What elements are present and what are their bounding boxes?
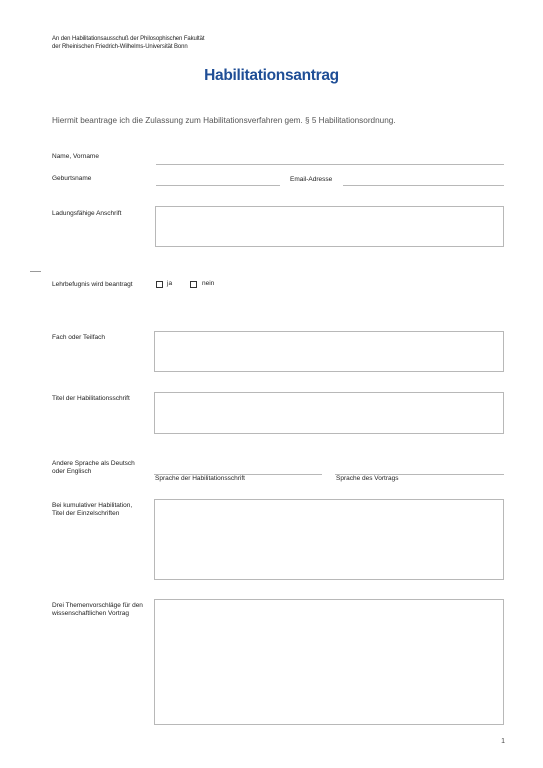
name-field[interactable] [156,164,504,165]
kumulativ-label-line-1: Bei kumulativer Habilitation, [52,502,133,509]
intro-text: Hiermit beantrage ich die Zulassung zum Habilitationsverfahren gem. § 5 Habilitationsordnung. [52,116,396,125]
themen-field[interactable] [154,599,504,725]
addressee-line-1: An den Habilitationsausschuß der Philosophischen Fakultät [52,36,205,42]
titel-field[interactable] [154,392,504,434]
fach-field[interactable] [154,331,504,372]
option-nein-label: nein [202,280,215,287]
birthname-label: Geburtsname [52,175,92,182]
email-field[interactable] [343,185,504,186]
kumulativ-label-line-2: Titel der Einzelschriften [52,510,120,517]
address-field[interactable] [155,206,504,247]
addressee-line-2: der Rheinischen Friedrich-Wilhelms-Universität Bonn [52,44,188,50]
themen-label-line-1: Drei Themenvorschläge für den [52,602,143,609]
titel-label: Titel der Habilitationsschrift [52,395,130,402]
email-label: Email-Adresse [290,176,333,183]
kumulativ-field[interactable] [154,499,504,580]
fach-label: Fach oder Teilfach [52,334,105,341]
themen-label-line-2: wissenschaftlichen Vortrag [52,610,129,617]
page-number: 1 [501,738,505,745]
option-ja-label: ja [167,280,173,287]
name-label: Name, Vorname [52,153,99,160]
address-label: Ladungsfähige Anschrift [52,210,122,217]
checkbox-ja[interactable] [156,281,163,288]
page-title: Habilitationsantrag [204,67,339,84]
sprache-label-line-2: oder Englisch [52,468,92,475]
checkbox-nein[interactable] [190,281,197,288]
birthname-field[interactable] [156,185,280,186]
lehrbefugnis-label: Lehrbefugnis wird beantragt [52,281,133,288]
margin-mark [30,271,41,272]
sprache-label-line-1: Andere Sprache als Deutsch [52,460,135,467]
sprache-schrift-label: Sprache der Habilitationsschrift [155,475,245,482]
sprache-vortrag-label: Sprache des Vortrags [336,475,399,482]
